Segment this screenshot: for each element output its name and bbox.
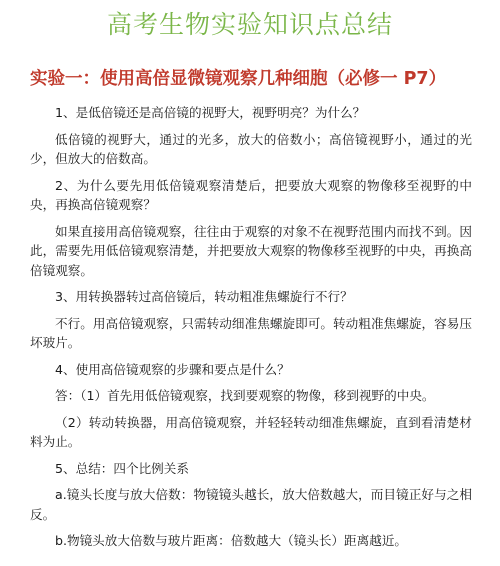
question-paragraph: 4、使用高倍镜观察的步骤和要点是什么？ — [55, 361, 290, 377]
answer-paragraph: （2）转动转换器，用高倍镜观察，并轻轻转动细准焦螺旋，直到看清楚材料为止。 — [30, 414, 472, 449]
document-body — [30, 103, 472, 558]
answer-paragraph: a.镜头长度与放大倍数：物镜镜头越长，放大倍数越大，而目镜正好与之相反。 — [30, 487, 472, 522]
answer-paragraph: b.物镜头放大倍数与玻片距离：倍数越大（镜头长）距离越近。 — [55, 533, 408, 548]
answer-paragraph: 如果直接用高倍镜观察，往往由于观察的对象不在视野范围内而找不到。因此，需要先用低倍镜观察清楚，并把要放大观察的物像移至视野的中央，再换高倍镜观察。 — [30, 223, 472, 278]
question-paragraph: 5、总结：四个比例关系 — [55, 460, 189, 476]
question-paragraph: 1、是低倍镜还是高倍镜的视野大，视野明亮？为什么？ — [55, 105, 366, 120]
question-paragraph: 2、为什么要先用低倍镜观察清楚后，把要放大观察的物像移至视野的中央，再换高倍镜观察？ — [30, 177, 472, 212]
question-paragraph: 3、用转换器转过高倍镜后，转动粗准焦螺旋行不行？ — [55, 289, 353, 304]
answer-paragraph: 答：（1）首先用低倍镜观察，找到要观察的物像，移到视野的中央。 — [55, 388, 435, 403]
answer-paragraph: 低倍镜的视野大，通过的光多，放大的倍数小；高倍镜视野小，通过的光少，但放大的倍数高。 — [30, 131, 472, 166]
document-title: 高考生物实验知识点总结 — [106, 10, 393, 39]
section-title: 实验一：使用高倍显微镜观察几种细胞（必修一 P7） — [30, 69, 447, 89]
answer-paragraph: 不行。用高倍镜观察，只需转动细准焦螺旋即可。转动粗准焦螺旋，容易压坏玻片。 — [30, 315, 472, 350]
